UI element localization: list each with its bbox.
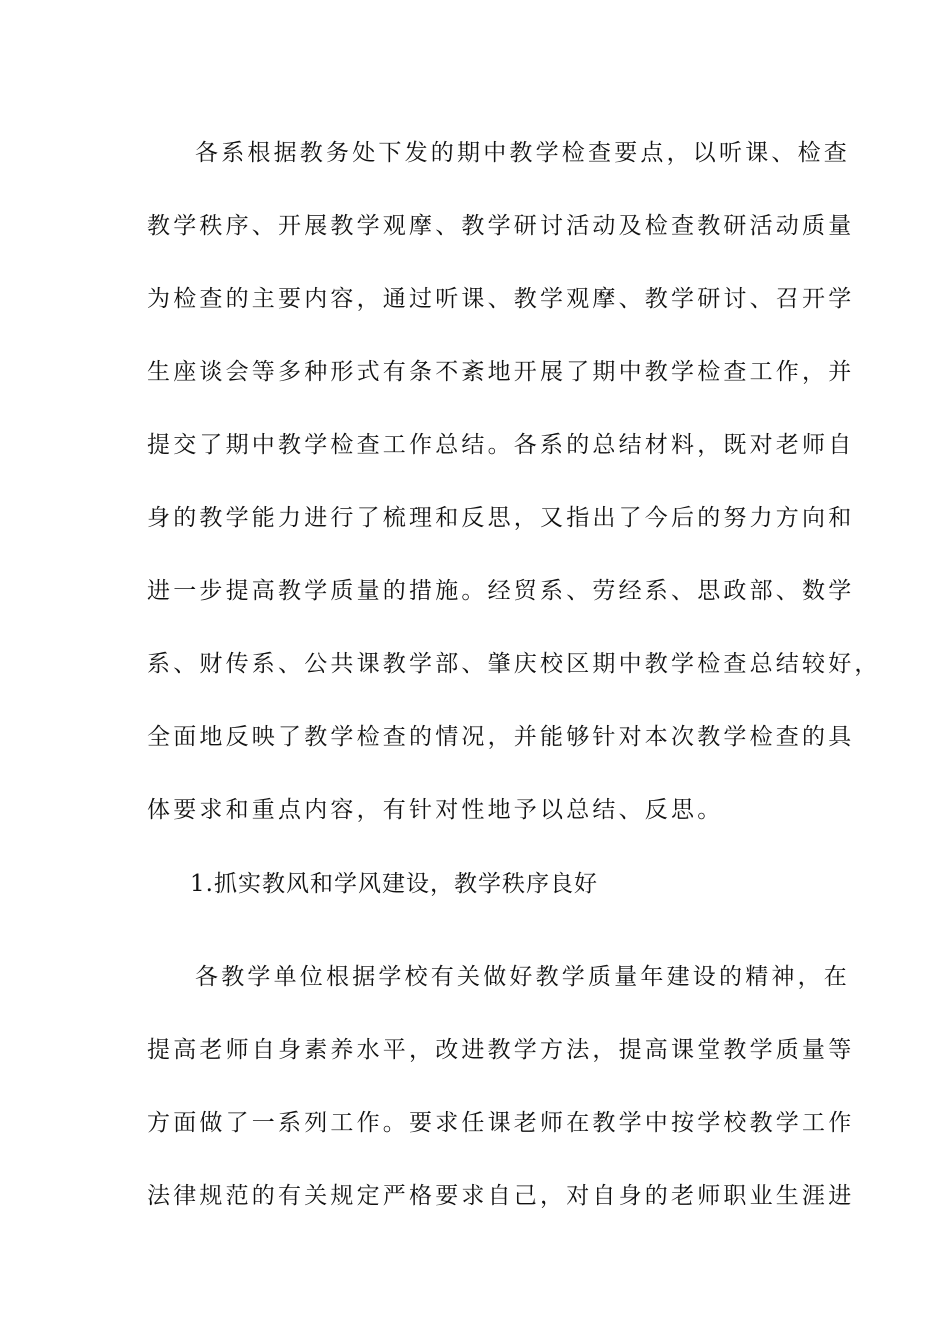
paragraph-2-line-3: 方面做了一系列工作。要求任课老师在教学中按学校教学工作 [147,1110,855,1136]
paragraph-1-line-2: 教学秩序、开展教学观摩、教学研讨活动及检查教研活动质量 [147,213,855,239]
paragraph-1-line-8: 系、财传系、公共课教学部、肇庆校区期中教学检查总结较好， [147,651,881,677]
paragraph-1-line-1: 各系根据教务处下发的期中教学检查要点，以听课、检查 [195,140,850,166]
paragraph-1-line-5: 提交了期中教学检查工作总结。各系的总结材料，既对老师自 [147,432,855,458]
paragraph-1-line-9: 全面地反映了教学检查的情况，并能够针对本次教学检查的具 [147,724,855,750]
paragraph-2-line-2: 提高老师自身素养水平，改进教学方法，提高课堂教学质量等 [147,1037,855,1063]
section-heading: 1.抓实教风和学风建设，教学秩序良好 [190,871,598,897]
paragraph-1-line-4: 生座谈会等多种形式有条不紊地开展了期中教学检查工作，并 [147,359,855,385]
paragraph-1-line-7: 进一步提高教学质量的措施。经贸系、劳经系、思政部、数学 [147,578,855,604]
paragraph-1-line-3: 为检查的主要内容，通过听课、教学观摩、教学研讨、召开学 [147,286,855,312]
paragraph-2-line-1: 各教学单位根据学校有关做好教学质量年建设的精神，在 [195,964,850,990]
paragraph-2-line-4: 法律规范的有关规定严格要求自己，对自身的老师职业生涯进 [147,1183,855,1209]
paragraph-1-line-10: 体要求和重点内容，有针对性地予以总结、反思。 [147,797,724,823]
paragraph-1-line-6: 身的教学能力进行了梳理和反思，又指出了今后的努力方向和 [147,505,855,531]
